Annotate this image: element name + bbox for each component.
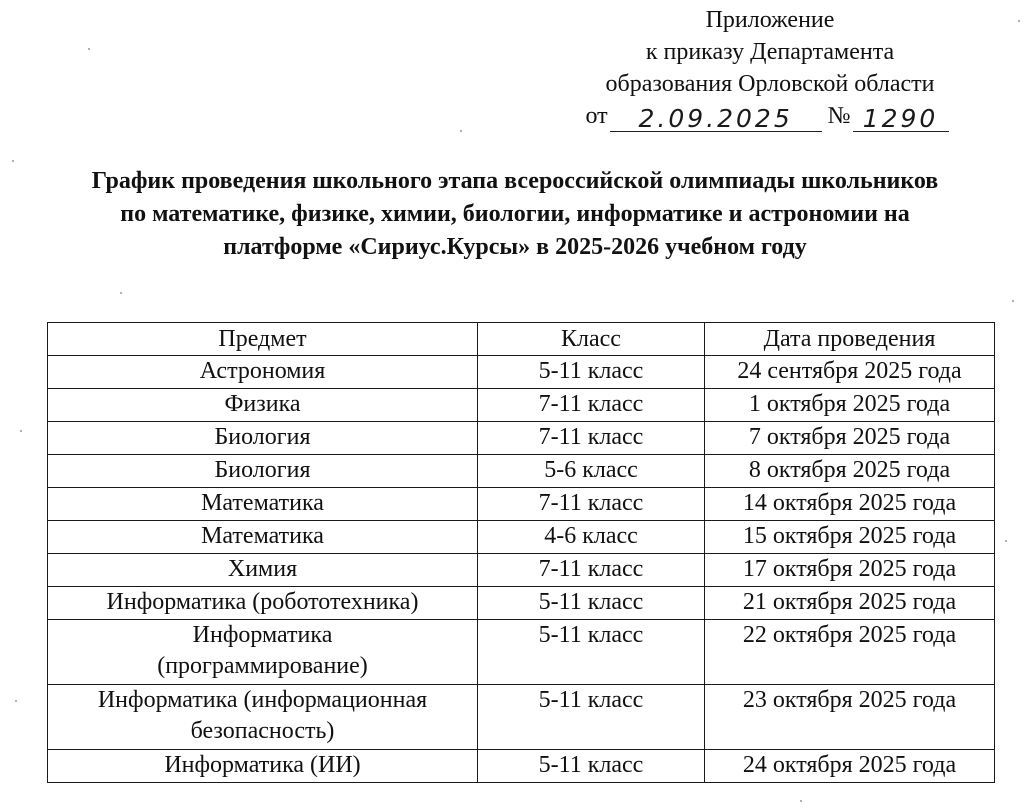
appendix-block [560, 4, 980, 132]
olympiad-schedule-table [47, 322, 995, 783]
table-row [48, 750, 995, 783]
appendix-line-1: Приложение [705, 7, 835, 33]
table-row [48, 521, 995, 554]
order-number-handwritten: 1290 [862, 104, 939, 133]
order-date-handwritten: 2.09.2025 [638, 104, 793, 133]
order-number-field [853, 105, 949, 132]
cell-date: 23 октября 2025 года [705, 685, 995, 750]
scan-speck [800, 800, 802, 802]
scan-speck [460, 130, 462, 132]
table-row [48, 554, 995, 587]
cell-subject: Математика [48, 488, 478, 521]
cell-date: 24 сентября 2025 года [705, 356, 995, 389]
document-title [40, 165, 990, 264]
scan-speck [20, 430, 22, 432]
cell-subject: Информатика (программирование) [48, 620, 478, 685]
appendix-line-3: образования Орловской области [605, 71, 935, 97]
scan-speck [1005, 540, 1007, 542]
table-row [48, 587, 995, 620]
table-row [48, 356, 995, 389]
cell-subject: Физика [48, 389, 478, 422]
scan-speck [1018, 20, 1020, 22]
order-reference-line [585, 100, 954, 132]
cell-grade: 5-11 класс [478, 356, 705, 389]
cell-grade: 5-11 класс [478, 587, 705, 620]
cell-date: 1 октября 2025 года [705, 389, 995, 422]
header-subject: Предмет [48, 323, 478, 356]
cell-date: 7 октября 2025 года [705, 422, 995, 455]
cell-date: 14 октября 2025 года [705, 488, 995, 521]
cell-date: 24 октября 2025 года [705, 750, 995, 783]
cell-date: 8 октября 2025 года [705, 455, 995, 488]
cell-subject: Астрономия [48, 356, 478, 389]
scan-speck [1012, 300, 1014, 302]
title-line-3: платформе «Сириус.Курсы» в 2025-2026 учебном году [223, 234, 807, 260]
from-label: от [585, 103, 608, 129]
title-line-2: по математике, физике, химии, биологии, информатике и астрономии на [120, 201, 910, 227]
cell-subject: Информатика (информационная безопасность) [48, 685, 478, 750]
cell-subject: Биология [48, 422, 478, 455]
table-row [48, 455, 995, 488]
title-line-1: График проведения школьного этапа всероссийской олимпиады школьников [91, 168, 939, 194]
table-header-row [48, 323, 995, 356]
cell-subject: Биология [48, 455, 478, 488]
number-label: № [827, 103, 851, 129]
appendix-line-2: к приказу Департамента [645, 39, 895, 65]
cell-subject: Информатика (робототехника) [48, 587, 478, 620]
scan-speck [12, 160, 14, 162]
table-row [48, 422, 995, 455]
cell-grade: 5-11 класс [478, 685, 705, 750]
cell-subject: Химия [48, 554, 478, 587]
table-row [48, 685, 995, 750]
cell-grade: 5-6 класс [478, 455, 705, 488]
cell-date: 22 октября 2025 года [705, 620, 995, 685]
scan-speck [15, 700, 17, 702]
cell-grade: 7-11 класс [478, 488, 705, 521]
table-row [48, 389, 995, 422]
header-date: Дата проведения [705, 323, 995, 356]
cell-grade: 5-11 класс [478, 620, 705, 685]
cell-subject: Информатика (ИИ) [48, 750, 478, 783]
order-date-field [610, 105, 822, 132]
cell-grade: 7-11 класс [478, 422, 705, 455]
cell-date: 21 октября 2025 года [705, 587, 995, 620]
cell-grade: 5-11 класс [478, 750, 705, 783]
scan-speck [120, 292, 122, 294]
header-grade: Класс [478, 323, 705, 356]
cell-date: 15 октября 2025 года [705, 521, 995, 554]
scan-speck [88, 48, 90, 50]
table-row [48, 620, 995, 685]
cell-date: 17 октября 2025 года [705, 554, 995, 587]
cell-grade: 4-6 класс [478, 521, 705, 554]
table-row [48, 488, 995, 521]
cell-grade: 7-11 класс [478, 389, 705, 422]
cell-grade: 7-11 класс [478, 554, 705, 587]
cell-subject: Математика [48, 521, 478, 554]
